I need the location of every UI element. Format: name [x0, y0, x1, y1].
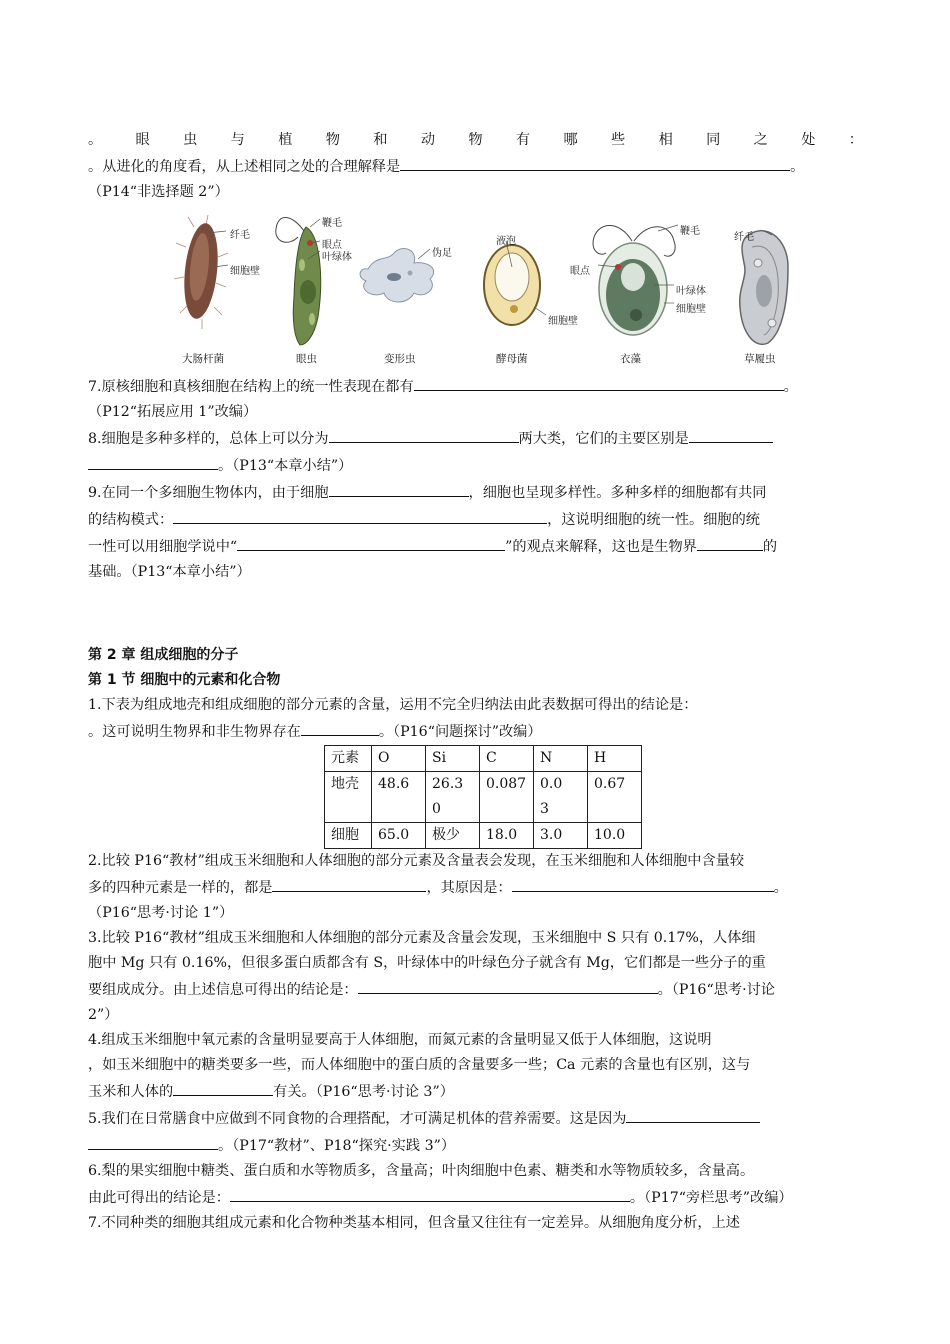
text: 一性可以用细胞学说中“ — [88, 539, 238, 555]
answer-blank[interactable] — [173, 506, 547, 524]
label-cell-wall: 细胞壁 — [676, 304, 706, 315]
s5-line-1 — [88, 1105, 863, 1132]
label-eyespot: 眼点 — [570, 266, 590, 277]
q6-line-2 — [88, 153, 863, 180]
q6-char: 同 — [706, 132, 721, 148]
text: 。（P16“问题探讨”改编） — [378, 724, 542, 740]
s6-line-1: 6.梨的果实细胞中糖类、蛋白质和水等物质多，含量高；叶肉细胞中色素、糖类和水等物质较多，含量高。 — [88, 1163, 755, 1179]
s3-line-3 — [88, 976, 863, 1003]
q8-cont — [88, 452, 863, 479]
chapter-title: 第 2 章 组成细胞的分子 — [88, 647, 239, 663]
q6-char: 相 — [658, 132, 673, 148]
q6-char: 。 — [88, 132, 103, 148]
label-eyespot: 眼点 — [322, 240, 342, 251]
text: 。（P13“本章小结”） — [218, 458, 353, 474]
label-pseudopod: 伪足 — [432, 248, 452, 259]
answer-blank[interactable] — [272, 874, 426, 892]
text: ，这说明细胞的统一性。细胞的统 — [547, 512, 760, 528]
table-cell: O — [372, 746, 426, 772]
q6-source: （P14“非选择题 2”） — [88, 184, 229, 200]
euglena-illustration — [276, 218, 321, 345]
label-flagellum: 鞭毛 — [322, 218, 342, 229]
table-cell: 26.3 0 — [426, 772, 480, 823]
s3-line-1: 3.比较 P16“教材”组成玉米细胞和人体细胞的部分元素及含量会发现，玉米细胞中 S 只有 0.17%，人体细 — [88, 930, 756, 946]
table-row — [325, 746, 642, 772]
q6-line-1 — [88, 128, 863, 153]
answer-blank[interactable] — [329, 425, 519, 443]
s5-line-2 — [88, 1132, 863, 1159]
caption-chlamydomonas: 衣藻 — [620, 353, 641, 365]
text: ，其原因是： — [426, 880, 512, 896]
s1-line-1: 1.下表为组成地壳和组成细胞的部分元素的含量，运用不完全归纳法由此表数据可得出的结论是： — [88, 697, 698, 713]
answer-blank[interactable] — [689, 425, 773, 443]
caption-paramecium: 草履虫 — [744, 353, 776, 365]
table-cell: 细胞 — [325, 823, 372, 849]
answer-blank[interactable] — [697, 533, 763, 551]
label-flagellum: 鞭毛 — [680, 226, 700, 237]
label-vacuole: 液泡 — [496, 236, 516, 247]
answer-blank[interactable] — [512, 874, 774, 892]
yeast-illustration — [484, 245, 540, 325]
q6-char: 哪 — [563, 132, 578, 148]
answer-blank[interactable] — [230, 1184, 630, 1202]
q7 — [88, 373, 863, 400]
table-cell: 3.0 — [534, 823, 588, 849]
text: ”的观点来解释，这也是生物界 — [505, 539, 697, 555]
text: 。（P17“教材”、P18“探究·实践 3”） — [218, 1138, 456, 1154]
q6-char: 之 — [753, 132, 768, 148]
text: 。这可说明生物界和非生物界存在 — [88, 724, 301, 740]
s3-line-2: 胞中 Mg 只有 0.16%，但很多蛋白质都含有 S，叶绿体中的叶绿色分子就含有 Mg，它们都是一些分子的重 — [88, 955, 766, 971]
table-cell: 0.67 — [588, 772, 642, 823]
amoeba-illustration — [360, 248, 434, 302]
table-cell: 48.6 — [372, 772, 426, 823]
table-cell: Si — [426, 746, 480, 772]
text: 。 — [773, 880, 788, 896]
table-cell: 10.0 — [588, 823, 642, 849]
q9-line-1 — [88, 479, 863, 506]
q6-char: 有 — [515, 132, 531, 148]
s4-line-1: 4.组成玉米细胞中氧元素的含量明显要高于人体细胞，而氮元素的含量明显又低于人体细胞，这说明 — [88, 1032, 712, 1048]
section-title: 第 1 节 细胞中的元素和化合物 — [88, 672, 281, 688]
text: 8.细胞是多种多样的，总体上可以分为 — [88, 431, 329, 447]
label-cell-wall: 细胞壁 — [230, 266, 260, 277]
table-cell: N — [534, 746, 588, 772]
text: 多的四种元素是一样的，都是 — [88, 880, 273, 896]
ecoli-illustration — [174, 215, 228, 329]
text: 两大类，它们的主要区别是 — [518, 431, 689, 447]
answer-blank[interactable] — [173, 1078, 273, 1096]
q6-char: 处 — [801, 132, 816, 148]
table-cell: 65.0 — [372, 823, 426, 849]
s6-line-2 — [88, 1184, 863, 1211]
table-cell: 极少 — [426, 823, 480, 849]
caption-amoeba: 变形虫 — [384, 353, 416, 365]
q6-char: 植 — [278, 132, 293, 148]
text: 的 — [762, 539, 778, 555]
text: 要组成成分。由上述信息可得出的结论是： — [88, 982, 358, 998]
worksheet — [88, 128, 863, 1236]
table-row — [325, 823, 642, 849]
table-cell: 元素 — [325, 746, 372, 772]
table-cell: 18.0 — [480, 823, 534, 849]
table-cell: 0.087 — [480, 772, 534, 823]
caption-yeast: 酵母菌 — [496, 353, 528, 365]
q6-char: 虫 — [183, 132, 198, 148]
text: 。从进化的角度看，从上述相同之处的合理解释是 — [88, 159, 401, 175]
q9-line-4: 基础。（P13“本章小结”） — [88, 564, 251, 580]
table-cell: H — [588, 746, 642, 772]
q8 — [88, 425, 863, 452]
text: 由此可得出的结论是： — [88, 1190, 230, 1206]
q6-char: 和 — [373, 132, 388, 148]
text: ，细胞也呈现多样性。多种多样的细胞都有共同 — [468, 485, 767, 501]
text: 的结构模式： — [88, 512, 174, 528]
q6-char: 物 — [325, 132, 340, 148]
q6-char: 与 — [230, 132, 245, 148]
text: 。（P16“思考·讨论 — [657, 982, 775, 998]
label-chloroplast: 叶绿体 — [676, 286, 706, 297]
s2-source: （P16“思考·讨论 1”） — [88, 905, 234, 921]
answer-blank[interactable] — [88, 1132, 218, 1150]
answer-blank[interactable] — [301, 718, 379, 736]
s2-line-1: 2.比较 P16“教材”组成玉米细胞和人体细胞的部分元素及含量表会发现，在玉米细胞和人体细胞中含量较 — [88, 853, 745, 869]
table-cell: 地壳 — [325, 772, 372, 823]
s4-line-3 — [88, 1078, 863, 1105]
element-content-table — [324, 745, 642, 849]
caption-ecoli: 大肠杆菌 — [182, 353, 224, 365]
table-cell: 0.0 3 — [534, 772, 588, 823]
answer-blank[interactable] — [329, 479, 469, 497]
answer-blank[interactable] — [414, 373, 784, 391]
cell-diagram-figure — [88, 207, 863, 367]
text: 7.原核细胞和真核细胞在结构上的统一性表现在都有 — [88, 379, 414, 395]
text: 。（P17“旁栏思考”改编） — [629, 1190, 793, 1206]
text: 5.我们在日常膳食中应做到不同食物的合理搭配，才可满足机体的营养需要。这是因为 — [88, 1111, 627, 1127]
q9-line-2 — [88, 506, 863, 533]
text: 玉米和人体的 — [88, 1084, 174, 1100]
q6-char: ： — [848, 132, 863, 148]
label-cell-wall: 细胞壁 — [548, 316, 578, 327]
q6-char: 物 — [468, 132, 483, 148]
answer-blank[interactable] — [358, 976, 658, 994]
table-row — [325, 772, 642, 823]
text: 。 — [790, 159, 805, 175]
answer-blank[interactable] — [237, 533, 505, 551]
text: 有关。（P16“思考·讨论 3”） — [273, 1084, 454, 1100]
s4-line-2: ，如玉米细胞中的糖类要多一些，而人体细胞中的蛋白质的含量要多一些；Ca 元素的含量也有区别，这与 — [88, 1057, 751, 1073]
answer-blank[interactable] — [88, 452, 218, 470]
text: 。 — [783, 379, 798, 395]
answer-blank[interactable] — [400, 153, 790, 171]
label-cilia: 纤毛 — [230, 230, 250, 241]
s1-line-2 — [88, 718, 863, 745]
table-cell: C — [480, 746, 534, 772]
answer-blank[interactable] — [626, 1105, 760, 1123]
q6-char: 些 — [611, 132, 626, 148]
q6-char: 眼 — [135, 132, 150, 148]
label-chloroplast: 叶绿体 — [322, 252, 352, 263]
q6-char: 动 — [420, 132, 436, 148]
s3-line-4: 2”） — [88, 1007, 119, 1023]
caption-euglena: 眼虫 — [296, 353, 317, 365]
q9-line-3 — [88, 533, 863, 560]
chlamydomonas-illustration — [593, 225, 675, 335]
text: 9.在同一个多细胞生物体内，由于细胞 — [88, 485, 329, 501]
label-cilia: 纤毛 — [734, 232, 754, 243]
q7-source: （P12“拓展应用 1”改编） — [88, 404, 258, 420]
s2-line-2 — [88, 874, 863, 901]
s7-line-1: 7.不同种类的细胞其组成元素和化合物种类基本相同，但含量又往往有一定差异。从细胞角度分析，上述 — [88, 1215, 740, 1231]
